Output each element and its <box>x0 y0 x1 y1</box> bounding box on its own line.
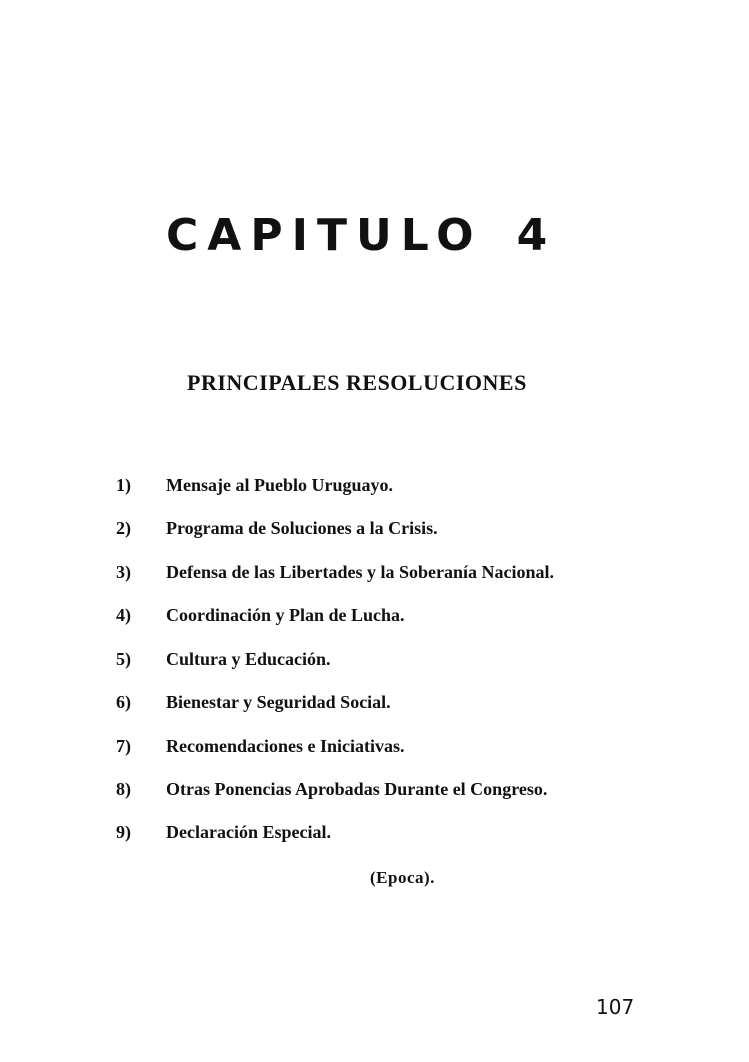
source-note: (Epoca). <box>370 868 435 887</box>
item-index: 6) <box>116 692 131 712</box>
item-index: 7) <box>116 736 131 756</box>
item-text: Recomendaciones e Iniciativas. <box>166 736 405 756</box>
chapter-number: 4 <box>516 210 548 261</box>
item-text: Cultura y Educación. <box>166 649 331 669</box>
item-text: Otras Ponencias Aprobadas Durante el Congreso. <box>166 779 548 799</box>
item-index: 9) <box>116 822 131 842</box>
item-index: 8) <box>116 779 131 799</box>
item-index: 4) <box>116 605 131 625</box>
section-heading: PRINCIPALES RESOLUCIONES <box>187 370 527 395</box>
item-text: Mensaje al Pueblo Uruguayo. <box>166 475 393 495</box>
item-text: Coordinación y Plan de Lucha. <box>166 605 405 625</box>
item-index: 2) <box>116 518 131 538</box>
item-text: Programa de Soluciones a la Crisis. <box>166 518 438 538</box>
item-index: 3) <box>116 562 131 582</box>
page-number: 107 <box>596 995 635 1019</box>
item-text: Declaración Especial. <box>166 822 331 842</box>
chapter-word: CAPITULO <box>166 210 483 261</box>
item-text: Defensa de las Libertades y la Soberanía Nacional. <box>166 562 555 582</box>
chapter-title <box>166 208 547 264</box>
item-index: 1) <box>116 475 131 495</box>
item-index: 5) <box>116 649 131 669</box>
item-text: Bienestar y Seguridad Social. <box>166 692 391 712</box>
